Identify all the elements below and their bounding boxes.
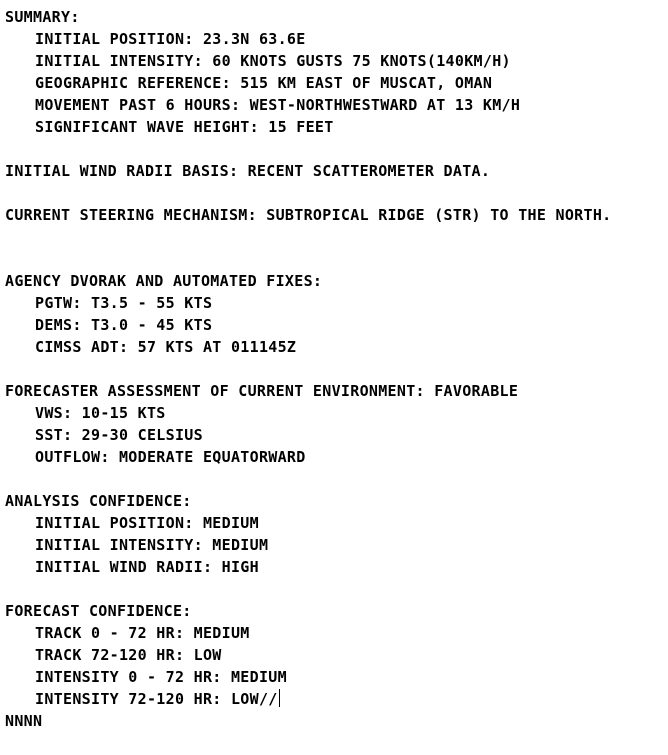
forecast-confidence-heading: FORECAST CONFIDENCE: [5,602,192,620]
sst-line: SST: 29-30 CELSIUS [35,426,203,444]
analysis-position-line: INITIAL POSITION: MEDIUM [35,514,259,532]
end-marker: NNNN [5,712,43,730]
blank-line [5,578,665,600]
vws-line: VWS: 10-15 KTS [35,404,166,422]
top-edge [0,0,668,2]
blank-line [5,358,665,380]
steering-mechanism-line: CURRENT STEERING MECHANISM: SUBTROPICAL RIDGE (STR) TO THE NORTH. [5,206,612,224]
initial-intensity-line: INITIAL INTENSITY: 60 KNOTS GUSTS 75 KNOTS(140KM/H) [35,52,511,70]
warning-text-document[interactable] [5,6,665,732]
environment-heading: FORECASTER ASSESSMENT OF CURRENT ENVIRONMENT: FAVORABLE [5,382,519,400]
analysis-confidence-heading: ANALYSIS CONFIDENCE: [5,492,192,510]
wave-height-line: SIGNIFICANT WAVE HEIGHT: 15 FEET [35,118,334,136]
fixes-heading: AGENCY DVORAK AND AUTOMATED FIXES: [5,272,323,290]
text-cursor [279,689,280,707]
intensity-72-120-row [5,688,665,710]
intensity-0-72-line: INTENSITY 0 - 72 HR: MEDIUM [35,668,287,686]
analysis-wind-radii-line: INITIAL WIND RADII: HIGH [35,558,259,576]
blank-line [5,226,665,248]
pgtw-fix-line: PGTW: T3.5 - 55 KTS [35,294,213,312]
dems-fix-line: DEMS: T3.0 - 45 KTS [35,316,213,334]
movement-line: MOVEMENT PAST 6 HOURS: WEST-NORTHWESTWARD AT 13 KM/H [35,96,521,114]
wind-radii-basis-line: INITIAL WIND RADII BASIS: RECENT SCATTEROMETER DATA. [5,162,491,180]
track-0-72-line: TRACK 0 - 72 HR: MEDIUM [35,624,250,642]
blank-line [5,182,665,204]
intensity-72-120-line: INTENSITY 72-120 HR: LOW// [35,690,278,708]
track-72-120-line: TRACK 72-120 HR: LOW [35,646,222,664]
outflow-line: OUTFLOW: MODERATE EQUATORWARD [35,448,306,466]
geographic-reference-line: GEOGRAPHIC REFERENCE: 515 KM EAST OF MUSCAT, OMAN [35,74,493,92]
analysis-intensity-line: INITIAL INTENSITY: MEDIUM [35,536,269,554]
cimss-adt-line: CIMSS ADT: 57 KTS AT 011145Z [35,338,297,356]
blank-line [5,248,665,270]
initial-position-line: INITIAL POSITION: 23.3N 63.6E [35,30,306,48]
summary-heading: SUMMARY: [5,8,80,26]
blank-line [5,138,665,160]
blank-line [5,468,665,490]
